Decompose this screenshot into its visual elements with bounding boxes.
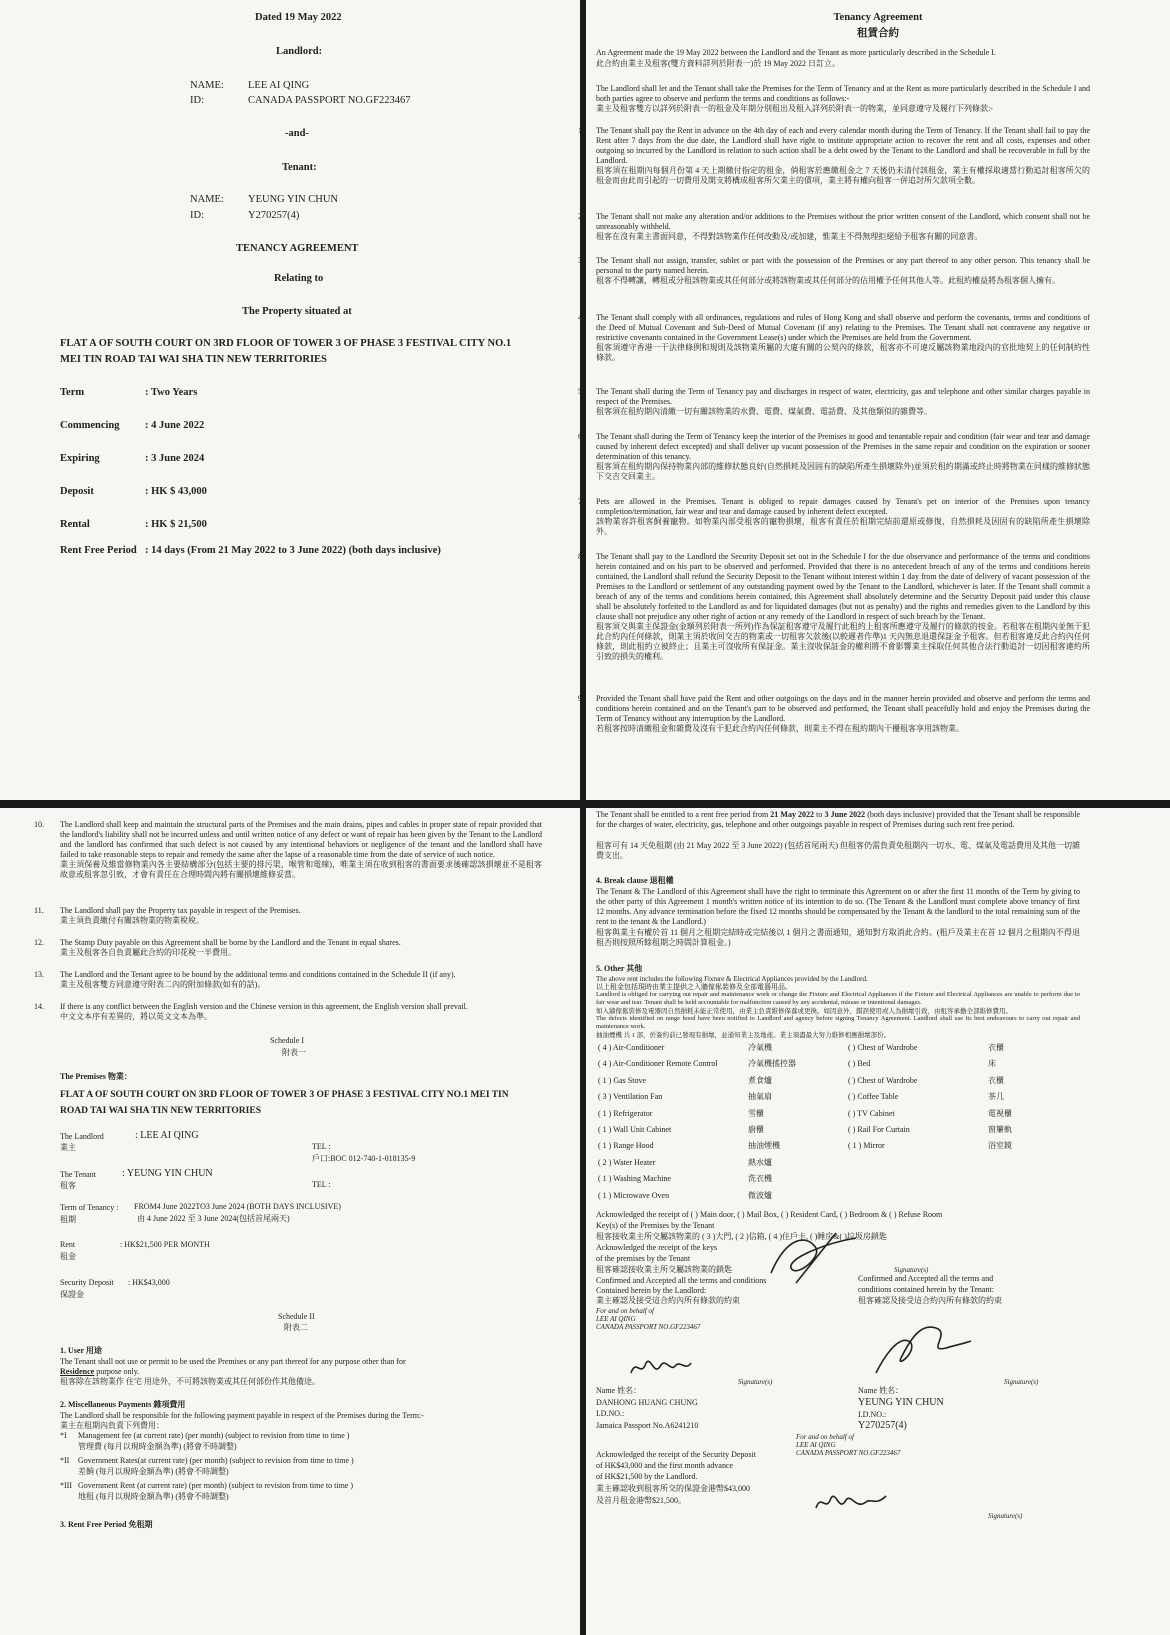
name-label: NAME: (190, 80, 224, 91)
clause-en: The Tenant shall not make any alteration and/or additions to the Premises without the prior written consent of the Landlord, which consent shall not be unreasonably withheld. (596, 212, 1090, 231)
signature-label: Signature(s) (738, 1378, 773, 1386)
clause-zh: 租客須遵守香港一干法律條例和規則及該物業所屬的大廈有關的公契內的條款，租客亦不可違反屬該物業地段內的官批地契上的任何制約性條款。 (596, 343, 1090, 362)
clause-en: If there is any conflict between the English version and the Chinese version in this agreement, the English version shall prevail. (60, 1002, 468, 1011)
appliance-name-zh: 抽油煙機 (748, 1141, 780, 1151)
schedule-2-heading: Schedule II (278, 1312, 315, 1321)
clause-text (60, 938, 542, 958)
clause-zh: 若租客按時清繳租金和雜費及沒有干犯此合約內任何條款，則業主不得在租約期內干擾租客享用該物業。 (596, 724, 964, 733)
appliance-name: ( ) Bed (848, 1059, 871, 1069)
tenant-name-label: Name 姓名： (858, 1386, 904, 1395)
clause-number: 13. (34, 970, 44, 979)
keys-ack-5: of the premises by the Tenant (596, 1254, 691, 1263)
property-situated: The Property situated at (242, 306, 352, 317)
appliance-name-zh: 茶几 (988, 1092, 1004, 1102)
break-text: The Tenant & The Landlord of this Agreement shall have the right to terminate this Agreement on or after the first 11 months of the Term by giving to the other party of this Agreement 1 month's written notice of its intention to do so. (The Tenant & the Landlord must complete above tenancy of first 12 months. Any advance termination before the fixed 12 months should be compensated by the Tenant & the landlord to the total remaining sum of the rent to the tenant & the Landlord.) (596, 887, 1080, 926)
term-label: Term of Tenancy : (60, 1203, 119, 1212)
deposit-label-zh: 保證金 (60, 1290, 84, 1299)
clause-number: 10. (34, 820, 44, 829)
user-heading: 1. User 用途 (60, 1346, 102, 1355)
premises-label: The Premises 物業： (60, 1072, 132, 1081)
clause-en: The Landlord shall keep and maintain the structural parts of the Premises and the main drains, pipes and cables in proper state of repair provided that the landlord's liability shall not be incurred unless and until written notice of any defect or want of repair has been given by the Tenant to the Landlord and the landlord has confirmed that such defect is not caused by any intentional behaviors or negligence of the tenant and the landlord shall have failed to take reasonable steps to repair and remedy the same after the lapse of a reasonable time from the date of service of such notice. (60, 820, 542, 859)
clause-number: 14. (34, 1002, 44, 1011)
agreement-page-3 (586, 808, 1170, 1635)
tenant-confirm-1: Confirmed and Accepted all the terms and (858, 1274, 994, 1283)
behalf-line-1: For and on behalf of (796, 1433, 854, 1441)
deposit-ack-3: of HK$21,500 by the Landlord. (596, 1472, 698, 1481)
appliance-name: ( ) Rail For Curtain (848, 1125, 910, 1134)
rf-part: to (814, 810, 825, 819)
tenancy-agreement-heading: TENANCY AGREEMENT (236, 243, 359, 254)
misc-heading: 2. Miscellaneous Payments 雜項費用 (60, 1400, 186, 1409)
tenant-confirm-3: 租客確認及接受這合約內所有條款的約束 (858, 1296, 1002, 1305)
tenant-sign-name: YEUNG YIN CHUN (858, 1397, 944, 1408)
appliance-name-zh: 冷氣機 (748, 1043, 772, 1052)
user-text: The Tenant shall not use or permit to be used the Premises or any part thereof for any purpose other than for (60, 1357, 406, 1366)
signature-label: Signature(s) (988, 1512, 1023, 1520)
clause-zh: 租客須在租約期內保持物業內部的維修狀態良好(自然損耗及因固有的缺陷所產生損壞除外)並須於租約期滿或終止時將物業在同樣的維修狀態下交吉交回業主。 (596, 462, 1090, 481)
keys-ack-1: Acknowledged the receipt of ( ) Main door, ( ) Mail Box, ( ) Resident Card, ( ) Bedroom & ( ) Refuse Room (596, 1210, 943, 1219)
clause-text (60, 1002, 542, 1022)
clause-text (596, 694, 1090, 734)
appliance-name-zh: 浴室鏡 (988, 1141, 1012, 1151)
premises-line-2: ROAD TAI WAI SHA TIN NEW TERRITORIES (60, 1106, 261, 1116)
clause-en: The Tenant shall not assign, transfer, sublet or part with the possession of the Premises or any part thereof to any other person. This tenancy shall be personal to the party named herein. (596, 256, 1090, 275)
premises-line-1: FLAT A OF SOUTH COURT ON 3RD FLOOR OF TOWER 3 OF PHASE 3 FESTIVAL CITY NO.1 MEI TIN (60, 1090, 509, 1100)
clause-number: 11. (34, 906, 44, 915)
tenant-heading: Tenant: (282, 162, 317, 173)
appliance-name-zh: 抽氣扇 (748, 1092, 772, 1102)
clause-en: The Tenant shall pay to the Landlord the Security Deposit set out in the Schedule I for the due observance and performance of the terms and conditions herein contained and on his part to be observed and performed. Provided that there is no antecedent breach of any of the terms and conditions herein contained, the Landlord shall refund the Security Deposit to the Tenant without interest within 1 day from the date of delivery of vacant possession of the Premises to the Landlord or settlement of any outstanding payment owed by the Tenant to the Landlord, whichever is later. If the Tenant shall commit a breach of any of the terms and conditions herein contained, this Agreement shall absolutely determine and the Security Deposit paid under this clause shall be absolutely forfeited to the Landlord as and for liquidated damages (but not as penalty) and the rights and remedies given to the Landlord by this clause shall not prejudice any other right of action or any remedy of the Landlord in respect of such breach by the Tenant. (596, 552, 1090, 621)
appliance-name: ( 1 ) Mirror (848, 1141, 885, 1151)
behalf-line-2: LEE AI QING (596, 1315, 636, 1323)
keys-ack-3: 租客接收業主所交屬該物業的 ( 3 )大門, ( 2 )信箱, ( 4 )住戶卡, ( )睡房&( )垃圾房鎖匙 (596, 1232, 887, 1241)
rent-free-text (596, 810, 1080, 830)
term-label: Deposit (60, 486, 94, 497)
clause-text (596, 387, 1090, 417)
keys-ack-2: Key(s) of the Premises by the Tenant (596, 1221, 715, 1230)
tenant-signature (866, 1313, 976, 1383)
rent-free-heading: 3. Rent Free Period 免租期 (60, 1520, 153, 1529)
behalf-line-3: CANADA PASSPORT NO.GF223467 (796, 1449, 901, 1457)
appliance-name-zh: 煮食爐 (748, 1075, 772, 1085)
appliance-name: ( 4 ) Air-Conditioner (598, 1043, 665, 1052)
other-heading: 5. Other 其他 (596, 964, 643, 973)
name-label: NAME: (190, 194, 224, 205)
appliance-name-zh: 床 (988, 1059, 996, 1069)
clause-text (596, 212, 1090, 242)
rent-free-text-zh: 租客可有 14 天免租期 (由 21 May 2022 至 3 June 2022) (包括首尾兩天) 但租客仍需負責免租期內一切水、電、煤氣及電話費用及其他一切雜費支出。 (596, 841, 1080, 860)
user-text-zh: 租客除在該物業作 住宅 用途外，不可將該物業或其任何部份作其他備途。 (60, 1377, 320, 1386)
appliance-name: ( ) Chest of Wardrobe (848, 1075, 918, 1085)
clause-text (60, 906, 542, 926)
landlord-name: LEE AI QING (248, 80, 310, 91)
appliance-name-zh: 微波爐 (748, 1190, 772, 1200)
misc-item-zh: 管理費 (每月以現時金額為準) (將會不時調整) (78, 1442, 237, 1451)
clause-en: The Tenant shall comply with all ordinances, regulations and rules of Hong Kong and shall observe and perform the covenants, terms and conditions of the Deed of Mutual Covenant and Sub-Deed of Mutual Covenant (if any) relating to the Premises. The Tenant shall not contravene any negative or restrictive covenants contained in the Government Lease(s) under which the Premises are held from the Government. (596, 313, 1090, 342)
intro-zh: 此合約由業主及租客(雙方資料詳列於附表一)於 19 May 2022 日訂立。 (596, 59, 840, 68)
clause-en: The Landlord and the Tenant agree to be bound by the additional terms and conditions contained in the Schedule II (if any). (60, 970, 456, 979)
appliance-name: ( 1 ) Wall Unit Cabinet (598, 1125, 672, 1134)
clause-number: 7. (578, 497, 584, 506)
lead-en: The Landlord shall let and the Tenant shall take the Premises for the Term of Tenancy and at the Rent as more particularly described in the Schedule I and both parties agree to observe and perform the terms and conditions as follows:- (596, 84, 1090, 103)
break-heading: 4. Break clause 退租權 (596, 876, 674, 885)
landlord-signature (626, 1353, 706, 1383)
rf-end: 3 June 2022 (824, 810, 866, 819)
agreement-page-2 (0, 808, 580, 1635)
clause-zh: 業主及租客雙方同意遵守附表二內的附加條款(如有的話)。 (60, 980, 266, 989)
clause-number: 4. (578, 313, 584, 322)
landlord-signature-deposit (811, 1488, 891, 1518)
clause-en: The Tenant shall during the Term of Tenancy pay and discharges in respect of water, electricity, gas and telephone and other similar charges payable in respect of the Premises. (596, 387, 1090, 406)
other-para-2: The defects identified on range hood have been notified to Landlord and agency before signing Tenancy Agreement. Landlord shall use its best endeavours to carry out repair and maintenance work. (596, 1015, 1080, 1030)
behalf-line-2: LEE AI QING (796, 1441, 836, 1449)
deposit-ack-1: Acknowledged the receipt of the Security Deposit (596, 1450, 756, 1459)
appliance-name-zh: 窗簾軌 (988, 1125, 1012, 1134)
tenant-label: The Tenant (60, 1170, 96, 1179)
clause-zh: 租客須在租約期內清繳一切有關該物業的水費、電費、煤氣費、電話費、及其他類似的雜費等。 (596, 407, 932, 416)
user-text-2 (60, 1367, 139, 1378)
keys-ack-4: Acknowledged the receipt of the keys (596, 1243, 718, 1252)
appliance-name: ( 1 ) Washing Machine (598, 1174, 671, 1184)
relating-to: Relating to (274, 273, 324, 284)
landlord-name-label: Name 姓名： (596, 1386, 642, 1395)
term-label: Expiring (60, 453, 100, 464)
landlord-heading: Landlord: (276, 46, 323, 57)
misc-text: The Landlord shall be responsible for the following payment payable in respect of the Premises during the Term:- (60, 1411, 424, 1420)
agreement-title: Tenancy Agreement (833, 12, 923, 23)
clause-text (596, 432, 1090, 482)
deposit-value: : HK$43,000 (128, 1278, 170, 1287)
rent-free-value: : 14 days (From 21 May 2022 to 3 June 2022) (both days inclusive) (145, 545, 441, 556)
term-value: : HK $ 21,500 (145, 519, 207, 530)
tenant-id: Y270257(4) (248, 210, 300, 221)
address-line-2: MEI TIN ROAD TAI WAI SHA TIN NEW TERRITORIES (60, 354, 327, 365)
clause-en: Pets are allowed in the Premises. Tenant is obliged to repair damages caused by Tenant's pet on interior of the Premises upon tenancy completion/termination, fair wear and tear and damage caused by inherent defect excepted. (596, 497, 1090, 516)
clause-text (596, 552, 1090, 662)
clause-text (596, 256, 1090, 286)
landlord-confirm-1: Confirmed and Accepted all the terms and conditions (596, 1276, 767, 1285)
clause-zh: 中文文本序有差異的，將以英文文本為準。 (60, 1012, 212, 1021)
agreement-title-zh: 租賃合約 (857, 28, 899, 39)
clause-text (60, 820, 542, 880)
appliance-name: ( 1 ) Gas Stove (598, 1075, 646, 1085)
clause-zh: 租客須交與業主保證金(金額列於附表一所列)作為保証租客遵守及履行此租約上租客所應遵守及履行的條款的按金。若租客在租期內並無干犯此合約內任何條款，則業主須於收回交吉的物業或一切租客欠款後(以較遲者作準)1 天內無息退還保証金予租客。但若租客違反此合約內任何條款，則此租約立被終止；且業主可沒收所有保証金。業主沒收保証金的權利將不會影響業主採取任何其他合法行動追討一切因租客違約所引致的損失的權利。 (596, 622, 1090, 661)
tenant-signature-keys (766, 1228, 866, 1288)
clause-en: The Landlord shall pay the Property tax payable in respect of the Premises. (60, 906, 301, 915)
lead-zh: 業主及租客雙方以詳列於附表一的租金及年期分別租出及租入詳列於附表一的物業，並同意遵守及履行下列條款:- (596, 104, 993, 113)
clause-text (596, 497, 1090, 537)
tenant-label-zh: 租客 (60, 1181, 76, 1190)
id-label: ID: (190, 210, 204, 221)
landlord-label-zh: 業主 (60, 1143, 76, 1152)
appliance-name-zh: 衣櫃 (988, 1075, 1004, 1085)
appliance-name: ( 2 ) Water Heater (598, 1157, 656, 1167)
clause-text (60, 970, 542, 990)
residence-term: Residence (60, 1367, 95, 1376)
misc-item: Government Rates(at current rate) (per month) (subject to revision from time to time ) (78, 1456, 354, 1465)
schedule-2-heading-zh: 附表二 (284, 1323, 308, 1332)
clause-number: 5. (578, 387, 584, 396)
clause-en: Provided the Tenant shall have paid the Rent and other outgoings on the days and in the manner herein provided and observe and perform the terms and conditions herein contained and on the Tenant's part to be observed and performed, the Tenant shall peacefully hold and enjoy the Premises during the Term of Tenancy without any interruption by the Landlord. (596, 694, 1090, 723)
clause-number: 8. (578, 552, 584, 561)
id-no-label: I.D.NO.: (858, 1410, 887, 1419)
landlord-confirm-2: Contained herein by the Landlord: (596, 1286, 707, 1295)
appliance-name-zh: 雪櫃 (748, 1108, 764, 1118)
behalf-line-3: CANADA PASSPORT NO.GF223467 (596, 1323, 701, 1331)
misc-item: Management fee (at current rate) (per month) (subject to revision from time to time ) (78, 1431, 350, 1440)
appliance-name: ( 1 ) Range Hood (598, 1141, 654, 1151)
id-no-label: I.D.NO.: (596, 1409, 625, 1418)
tenant-value: : YEUNG YIN CHUN (122, 1168, 213, 1179)
appliance-name: ( 1 ) Refrigerator (598, 1108, 653, 1118)
landlord-passport: Jamaica Passport No.A6241210 (596, 1421, 699, 1430)
landlord-sign-name: DANHONG HUANG CHUNG (596, 1398, 698, 1407)
appliance-name-zh: 冷氣機搖控器 (748, 1059, 796, 1069)
appliance-name-zh: 廚櫃 (748, 1125, 764, 1134)
date-line: Dated 19 May 2022 (255, 12, 342, 23)
id-label: ID: (190, 95, 204, 106)
clause-zh: 該物業容許租客飼養寵物。如物業內部受租客的寵物損壞，租客有責任於租期完結前還原或修復，自然損耗及因固有的缺陷所產生損壞除外。 (596, 517, 1090, 536)
clause-number: 3. (578, 256, 584, 265)
deposit-ack-5: 及首月租金港幣$21,500。 (596, 1496, 686, 1505)
schedule-1-heading-zh: 附表一 (282, 1048, 306, 1057)
tenant-confirm-2: conditions contained herein by the Tenant: (858, 1285, 994, 1294)
rf-part: The Tenant shall be entitled to a rent free period from (596, 810, 771, 819)
rent-label: Rent (60, 1240, 76, 1249)
bank-account: 戶口:BOC 012-740-1-018135-9 (312, 1154, 416, 1163)
keys-ack-6: 租客確認接收業主所交屬該物業的鎖匙 (596, 1265, 732, 1274)
clause-zh: 業主須負責繳付有關該物業的物業稅稅。 (60, 916, 204, 925)
appliance-name: ( 1 ) Microwave Oven (598, 1190, 670, 1200)
signature-label: Signature(s) (1004, 1378, 1039, 1386)
other-para-2-zh: 抽油煙機 共 1 部，於簽約前已發現有損壞，並通知業主及地產。業主須盡最大努力維修相應損壞部份。 (596, 1032, 891, 1039)
break-text-zh: 租客與業主有權於首 11 個月之租期完結時或完結後以 1 個月之書面通知，通知對方取消此合約。(租戶及業主在首 12 個月之租期內不得退租否則按照所餘租期之時間計算租金。) (596, 928, 1080, 947)
deposit-ack-2: of HK$43,000 and the first month advance (596, 1461, 734, 1470)
landlord-id: CANADA PASSPORT NO.GF223467 (248, 95, 411, 106)
appliance-name: ( 3 ) Ventilation Fan (598, 1092, 663, 1102)
and-separator: -and- (285, 128, 309, 139)
clause-number: 9. (578, 694, 584, 703)
signature-label: Signature(s) (894, 1266, 929, 1274)
appliance-name-zh: 衣櫃 (988, 1043, 1004, 1052)
clause-number: 12. (34, 938, 44, 947)
term-label-zh: 租期 (60, 1215, 76, 1224)
tenant-name: YEUNG YIN CHUN (248, 194, 339, 205)
other-text-zh: 以上租金包括現時由業主提供之入牆傢俬裝修及全部電器用品。 (596, 983, 792, 991)
intro-en: An Agreement made the 19 May 2022 between the Landlord and the Tenant as more particularly described in the Schedule I. (596, 48, 996, 57)
clause-zh: 租客須在租期內每個月份第 4 天上期繳付指定的租金，倘租客於應繳租金之 7 天後仍未清付該租金，業主有權採取適當行動追討租客所欠的租金而由此而引起的一切費用及開支將構成租客所欠業主的債項，業主將有權向租客一併追討所欠款項全數。 (596, 166, 1090, 185)
rent-label-zh: 租金 (60, 1252, 76, 1261)
term-value: FROM4 June 2022TO3 June 2024 (BOTH DAYS INCLUSIVE) (134, 1202, 341, 1211)
rf-start: 21 May 2022 (770, 810, 815, 819)
appliance-name: ( ) Coffee Table (848, 1092, 899, 1102)
behalf-line-1: For and on behalf of (596, 1307, 654, 1315)
clause-zh: 業主須保養及維當修物業內各主要結構部分(包括主要的排污渠，喉管和電線)，唯業主須在收到租客的書面要求後確認該損壞並不是租客故意或租客忽引致，才會有責任在合理時間內將有關損壞維修妥當。 (60, 860, 542, 879)
clause-zh: 租客不得轉讓，轉租或分租該物業或其任何部分或將該物業或其任何部分的佔用權予任何其他人等。此租約權益將為租客個人擁有。 (596, 276, 1060, 285)
misc-number: *II (60, 1456, 70, 1465)
appliance-name: ( ) TV Cabinet (848, 1108, 895, 1118)
appliance-name-zh: 熱水爐 (748, 1157, 772, 1167)
tenant-sign-id: Y270257(4) (858, 1420, 907, 1431)
clause-number: 1. (578, 126, 584, 135)
clause-zh: 業主及租客各自負責屬此合約的印花稅一半費用。 (60, 948, 236, 957)
term-value: : 3 June 2024 (145, 453, 205, 464)
rent-value: : HK$21,500 PER MONTH (120, 1240, 210, 1249)
appliance-name-zh: 洗衣機 (748, 1174, 772, 1184)
misc-item-zh: 差餉 (每月以現時金額為準) (將會不時調整) (78, 1467, 229, 1476)
term-label: Rental (60, 519, 90, 530)
clause-en: The Stamp Duty payable on this Agreement shall be borne by the Landlord and the Tenant in equal shares. (60, 938, 401, 947)
tel-label: TEL : (312, 1142, 331, 1151)
misc-number: *I (60, 1431, 67, 1440)
landlord-label: The Landlord (60, 1132, 104, 1141)
appliance-name: ( 4 ) Air-Conditioner Remote Control (598, 1059, 718, 1069)
misc-item: Government Rent (at current rate) (per month) (subject to revision from time to time ) (78, 1481, 354, 1490)
address-line-1: FLAT A OF SOUTH COURT ON 3RD FLOOR OF TOWER 3 OF PHASE 3 FESTIVAL CITY NO.1 (60, 338, 512, 349)
rf-part: (both days inclusive) provided that the Tenant shall be responsible for the charges of water, electricity, gas, telephone and other outgoings payable in respect of Premises during such rent free period. (596, 810, 1080, 829)
misc-item-zh: 地租 (每月以現時金額為準) (將會不時調整) (78, 1492, 229, 1501)
cover-page (0, 0, 580, 800)
landlord-confirm-3: 業主確認及接受這合約內所有條款的約束 (596, 1296, 740, 1305)
term-value: : HK $ 43,000 (145, 486, 207, 497)
term-value: : 4 June 2022 (145, 420, 205, 431)
clause-en: The Tenant shall pay the Rent in advance on the 4th day of each and every calendar month during the Term of Tenancy. If the Tenant shall fail to pay the Rent after 7 days from the due date, the Landlord shall have right to institute appropriate action to recover the rent and all costs, expenses and other outgoing so incurred by the Landlord in relation to such action shall be a debt owed by the Tenant to the Landlord and shall be recoverable in full by the Landlord. (596, 126, 1090, 165)
term-value: : Two Years (145, 387, 198, 398)
clause-en: The Tenant shall during the Term of Tenancy keep the interior of the Premises in good and tenantable repair and condition (fair wear and tear and damage caused by inherent defect excepted) and shall deliver up vacant possession of the Premises in the same repair and condition on the expiration or sooner determination of this tenancy. (596, 432, 1090, 461)
schedule-1-heading: Schedule I (270, 1036, 304, 1045)
rent-free-label: Rent Free Period (60, 545, 137, 556)
clause-number: 2. (578, 212, 584, 221)
term-value-zh: 由 4 June 2022 至 3 June 2024(包括首尾兩天) (137, 1214, 290, 1223)
landlord-value: : LEE AI QING (135, 1130, 199, 1141)
term-label: Commencing (60, 420, 120, 431)
agreement-page-1 (578, 0, 1170, 800)
tel-label: TEL : (312, 1180, 331, 1189)
appliance-name-zh: 電視櫃 (988, 1108, 1012, 1118)
clause-zh: 租客在沒有業主書面同意，不得對該物業作任何改動及/或加建，惟業主不得無理拒絕給予租客有關的同意書。 (596, 232, 983, 241)
clause-text (596, 313, 1090, 363)
other-para-zh: 如入牆傢俬裝修及電器因自然損耗未能正常使用，由業主負責維修保養或更換。如因意外、錯誤使用或人為損壞引致，由租客承擔全部維修費用。 (596, 1008, 1012, 1015)
deposit-ack-4: 業主確認收到租客所交的保證金港幣$43,000 (596, 1484, 750, 1493)
other-para: Landlord is obliged for carrying out repair and maintenance work or change the Fixture and Electrical Appliances if the Fixture and Electrical Appliances are unable to perform due to fair wear and tear. Tenant shall be held accountable for malfunction caused by any accidental, misuse or intentional damages. (596, 991, 1080, 1006)
clause-text (596, 126, 1090, 186)
clause-number: 6. (578, 432, 584, 441)
appliance-name: ( ) Chest of Wardrobe (848, 1043, 918, 1052)
purpose-text: purpose only. (94, 1367, 140, 1376)
deposit-label: Security Deposit (60, 1278, 114, 1287)
term-label: Term (60, 387, 85, 398)
misc-text-zh: 業主在租期內負責下列費用： (60, 1421, 164, 1430)
misc-number: *III (60, 1481, 72, 1490)
other-text: The above rent includes the following Fixture & Electrical Appliances provided by the Landlord. (596, 975, 868, 983)
